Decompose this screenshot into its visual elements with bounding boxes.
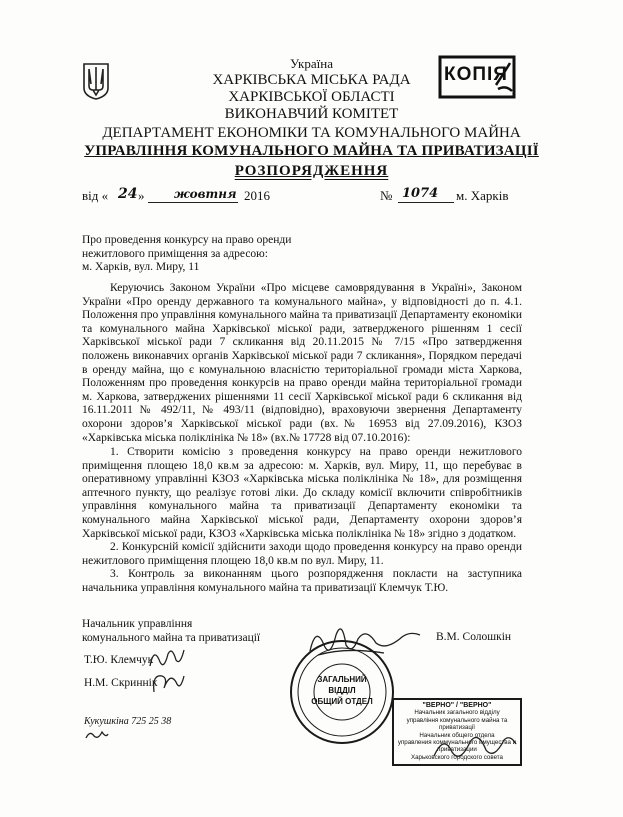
position-line-2: комунального майна та приватизації [82, 631, 261, 644]
order-item-1: 1. Створити комісію з проведення конкурсу на право оренди нежитлового приміщення площею 18,0 кв.м за адресою: м. Харків, вул. Миру, 11, що перебуває в оперативному управлінні КЗОЗ «Харківська міська поліклініка № 18», для розміщення аптечного пункту, що реалізує готові ліки. До складу комісії включити співробітників управління комунального майна та приватизації Департаменту економіки та комунального майна Харківської міської ради, Департаменту охорони здоров’я Харківської міської ради, КЗОЗ «Харківська міська поліклініка № 18» згідно з додатком. [82, 446, 522, 540]
city: м. Харків [456, 188, 509, 203]
preamble-block [82, 282, 522, 445]
verno-line-3: Начальник общего отдела [419, 731, 495, 739]
date-month: жовтня [174, 187, 237, 201]
copy-stamp-text: КОПІЯ [444, 64, 508, 85]
verno-line-1: Начальник загального відділу [414, 709, 500, 717]
directorate: УПРАВЛІННЯ КОМУНАЛЬНОГО МАЙНА ТА ПРИВАТИЗАЦІЇ [84, 143, 539, 159]
city-council: ХАРКІВСЬКА МІСЬКА РАДА [212, 72, 411, 88]
verno-line-4: управления коммунального имущества и приватизации [397, 739, 517, 754]
subject [82, 234, 342, 275]
verno-title: "ВЕРНО" / "ВЕРНО" [422, 702, 492, 709]
date-day: 24 [118, 186, 138, 202]
round-stamp-line-2: ВІДДІЛ [328, 686, 356, 695]
preamble: Керуючись Законом України «Про місцеве самоврядування в Україні», Законом України «Про оренду державного та комунального майна», у відповідності до п. 4.1. Положення про управління комунального майна та приватизації Департаменту економіки та комунального майна Харківської міської ради, затвердженого рішенням 1 сесії Харківської міської ради 7 скликання від 20.11.2015 № 7/15 «Про затвердження положень виконавчих органів Харківської міської ради 7 скликання», Порядком передачі в оренду майна, що є комунальною власністю територіальної громади міста Харкова, Положенням про проведення конкурсів на право оренди майна територіальної громади м. Харкова, затверджених рішеннями 11 сесії Харківської міської ради 6 скликання від 16.11.2011 № 492/11, № 493/11 (відповідно), враховуючи звернення Департаменту охорони здоров’я Харківської міської ради (вх.№ 16953 від 27.09.2016), КЗОЗ «Харківська міська поліклініка № 18» (вх.№ 17728 від 07.10.2016): [82, 282, 522, 444]
doc-number: 1074 [402, 186, 439, 201]
directorate-block [0, 143, 623, 180]
verno-line-2: управління комунального майна та приватизації [406, 716, 508, 732]
head-name: В.М. Солошкін [436, 631, 512, 643]
committee: ВИКОНАВЧИЙ КОМІТЕТ [224, 106, 399, 122]
subject-line-1: Про проведення конкурсу на право оренди [82, 234, 292, 246]
order-items [82, 446, 522, 596]
doc-type: РОЗПОРЯДЖЕННЯ [234, 163, 389, 179]
date-underline [148, 202, 238, 203]
subject-line-2: нежитлового приміщення за адресою: [82, 247, 268, 260]
signature-position [82, 618, 260, 645]
region: ХАРКІВСЬКОЇ ОБЛАСТІ [228, 89, 395, 105]
date-year: 2016 [244, 188, 270, 203]
number-underline [398, 202, 454, 203]
date-sep: » [138, 188, 145, 203]
date-prefix: від « [82, 188, 109, 203]
order-item-2: 2. Конкурсній комісії здійснити заходи щодо проведення конкурсу на право оренди нежитлового приміщення площею 18,0 кв.м по вул. Миру, 11. [82, 541, 522, 567]
approver-1: Т.Ю. Клемчук [84, 654, 154, 666]
letterhead [0, 55, 623, 142]
country: Україна [290, 56, 333, 71]
executor: Кукушкіна 725 25 38 [84, 716, 172, 727]
position-line-1: Начальник управління [82, 618, 193, 630]
approver-2: Н.М. Скриннік [84, 677, 158, 689]
verno-line-5: Харьковского городского совета [410, 753, 504, 761]
copy-stamp [438, 55, 516, 99]
approver-2-signature [148, 668, 188, 698]
order-item-3: 3. Контроль за виконанням цього розпорядження покласти на заступника начальника управління комунального майна та приватизації Клемчук Т.Ю. [82, 568, 522, 594]
round-stamp-line-3: ОБЩИЙ ОТДЕЛ [311, 697, 373, 706]
round-stamp [288, 638, 396, 746]
subject-line-3: м. Харків, вул. Миру, 11 [82, 261, 200, 273]
department: ДЕПАРТАМЕНТ ЕКОНОМІКИ ТА КОМУНАЛЬНОГО МАЙНА [102, 125, 521, 141]
date-number-line [82, 188, 522, 206]
executor-initials [84, 728, 110, 742]
round-stamp-line-1: ЗАГАЛЬНИЙ [317, 675, 367, 684]
round-stamp-text [288, 674, 396, 707]
verno-signature [430, 726, 520, 766]
number-prefix: № [380, 188, 393, 203]
